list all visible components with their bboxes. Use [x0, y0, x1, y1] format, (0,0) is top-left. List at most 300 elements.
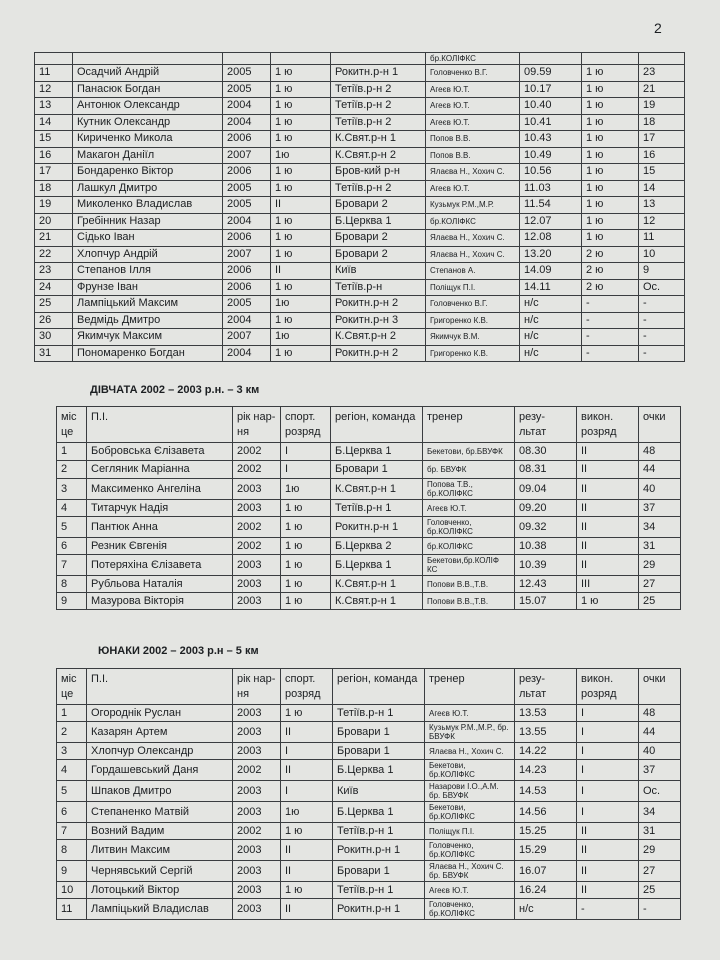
place-cell: 16 — [35, 147, 73, 164]
boys-section-title: ЮНАКИ 2002 – 2003 р.н – 5 км — [98, 645, 259, 657]
points-cell: 25 — [639, 882, 681, 899]
points-cell: 37 — [639, 760, 681, 781]
points-cell: 34 — [639, 517, 681, 538]
sport-rank-cell: 1 ю — [271, 213, 331, 230]
result-cell: 10.49 — [520, 147, 582, 164]
birth-year-cell: 2002 — [233, 760, 281, 781]
result-cell: 09.59 — [520, 65, 582, 82]
points-cell: Ос. — [639, 781, 681, 802]
points-cell: 29 — [639, 555, 681, 576]
points-cell: 44 — [639, 461, 681, 479]
points-header: очки — [639, 407, 681, 443]
place-header: міс це — [57, 407, 87, 443]
region-cell: Б.Церква 1 — [331, 213, 426, 230]
achieved-rank-cell: 1 ю — [577, 593, 639, 610]
name-cell: Гордашевський Даня — [87, 760, 233, 781]
coach-cell: Ялаєва Н., Хохич С. бр. БВУФК — [425, 861, 515, 882]
table-row — [57, 743, 681, 760]
sport-rank-header: спорт. розряд — [281, 669, 333, 705]
place-cell: 5 — [57, 517, 87, 538]
birth-year-cell: 2002 — [233, 517, 281, 538]
coach-cell: Кузьмук Р.М.,М.Р., бр. БВУФК — [425, 722, 515, 743]
region-cell: Тетіїв.р-н 2 — [331, 180, 426, 197]
name-cell: Сегляник Маріанна — [87, 461, 233, 479]
table-row — [57, 823, 681, 840]
sport-rank-cell: 1 ю — [271, 164, 331, 181]
name-cell: Возний Вадим — [87, 823, 233, 840]
region-cell: Бровари 1 — [331, 461, 423, 479]
coach-cell: Головченко, бр.КОЛІФКС — [425, 840, 515, 861]
coach-cell: Агеєв Ю.Т. — [426, 180, 520, 197]
table-row — [57, 760, 681, 781]
region-cell: Бровари 1 — [333, 722, 425, 743]
place-cell: 2 — [57, 461, 87, 479]
sport-rank-cell: 1 ю — [281, 705, 333, 722]
sport-rank-cell: І — [281, 743, 333, 760]
achieved-rank-cell: І — [577, 705, 639, 722]
place-cell: 22 — [35, 246, 73, 263]
region-cell: Рокитн.р-н 3 — [331, 312, 426, 329]
place-cell: 8 — [57, 840, 87, 861]
achieved-rank-cell: ІІІ — [577, 576, 639, 593]
sport-rank-cell: 1 ю — [271, 312, 331, 329]
place-header: міс це — [57, 669, 87, 705]
birth-year-cell: 2004 — [223, 345, 271, 362]
result-cell: 14.11 — [520, 279, 582, 296]
coach-cell: Попови В.В.,Т.В. — [423, 593, 515, 610]
birth-year-cell: 2005 — [223, 180, 271, 197]
region-header: регіон, команда — [331, 407, 423, 443]
name-cell: Якимчук Максим — [73, 329, 223, 346]
place-cell: 21 — [35, 230, 73, 247]
sport-rank-cell: 1 ю — [271, 279, 331, 296]
birth-year-cell: 2003 — [233, 899, 281, 920]
region-cell: Б.Церква 2 — [331, 538, 423, 555]
birth-year-cell: 2004 — [223, 213, 271, 230]
region-cell: К.Свят.р-н 2 — [331, 147, 426, 164]
points-cell: - — [639, 899, 681, 920]
coach-cell: Кузьмук Р.М.,М.Р. — [426, 197, 520, 214]
achieved-rank-cell: - — [582, 345, 639, 362]
birth-year-cell: 2005 — [223, 296, 271, 313]
coach-cell: Григоренко К.В. — [426, 312, 520, 329]
name-cell: Лашкул Дмитро — [73, 180, 223, 197]
achieved-rank-cell: 1 ю — [582, 114, 639, 131]
result-cell: 09.04 — [515, 479, 577, 500]
points-cell: 44 — [639, 722, 681, 743]
table-row — [57, 443, 681, 461]
name-cell: Пономаренко Богдан — [73, 345, 223, 362]
achieved-rank-cell: 1 ю — [582, 164, 639, 181]
name-cell: Хлопчур Олександр — [87, 743, 233, 760]
birth-year-cell: 2003 — [233, 722, 281, 743]
name-cell: Мазурова Вікторія — [87, 593, 233, 610]
result-cell: 10.38 — [515, 538, 577, 555]
table-row — [35, 180, 685, 197]
region-cell: К.Свят.р-н 1 — [331, 131, 426, 148]
coach-cell: Агеєв Ю.Т. — [423, 500, 515, 517]
table-row — [35, 230, 685, 247]
birth-year-cell: 2007 — [223, 246, 271, 263]
table-row — [35, 279, 685, 296]
place-cell: 1 — [57, 443, 87, 461]
birth-year-cell: 2005 — [223, 81, 271, 98]
place-cell: 8 — [57, 576, 87, 593]
points-cell: 31 — [639, 538, 681, 555]
region-cell: Тетіїв.р-н — [331, 279, 426, 296]
table-row — [35, 114, 685, 131]
achieved-rank-cell: І — [577, 802, 639, 823]
page-number: 2 — [654, 20, 662, 36]
name-cell: Резник Євгенія — [87, 538, 233, 555]
coach-cell: бр.КОЛІФКС — [426, 53, 520, 65]
results-table-boys-continued — [34, 52, 685, 362]
achieved-rank-cell: 1 ю — [582, 65, 639, 82]
region-cell: Рокитн.р-н 2 — [331, 296, 426, 313]
result-cell: 15.07 — [515, 593, 577, 610]
achieved-rank-cell: - — [582, 312, 639, 329]
girls-section-title: ДІВЧАТА 2002 – 2003 р.н. – 3 км — [90, 384, 260, 396]
birth-year-cell: 2002 — [233, 461, 281, 479]
result-cell: н/с — [520, 312, 582, 329]
birth-year-cell: 2002 — [233, 443, 281, 461]
table-row — [57, 722, 681, 743]
name-cell: Кутник Олександр — [73, 114, 223, 131]
table-row — [57, 899, 681, 920]
name-cell: Максименко Ангеліна — [87, 479, 233, 500]
points-cell: 13 — [639, 197, 685, 214]
achieved-rank-cell: І — [577, 722, 639, 743]
coach-cell: Агеєв Ю.Т. — [425, 882, 515, 899]
points-cell: Ос. — [639, 279, 685, 296]
result-header: резу- льтат — [515, 407, 577, 443]
region-cell: Рокитн.р-н 1 — [331, 517, 423, 538]
coach-cell: Григоренко К.В. — [426, 345, 520, 362]
place-cell: 2 — [57, 722, 87, 743]
result-cell: 10.41 — [520, 114, 582, 131]
region-cell: Б.Церква 1 — [331, 555, 423, 576]
name-cell: Ведмідь Дмитро — [73, 312, 223, 329]
region-cell: К.Свят.р-н 1 — [331, 479, 423, 500]
coach-cell: Агеєв Ю.Т. — [426, 81, 520, 98]
sport-rank-cell: ІІ — [281, 899, 333, 920]
coach-cell: Агеєв Ю.Т. — [425, 705, 515, 722]
points-cell: 18 — [639, 114, 685, 131]
place-cell: 1 — [57, 705, 87, 722]
coach-cell: Попов В.В. — [426, 147, 520, 164]
name-cell: Рубльова Наталія — [87, 576, 233, 593]
points-cell: 10 — [639, 246, 685, 263]
sport-rank-cell: 1ю — [271, 147, 331, 164]
place-cell: 14 — [35, 114, 73, 131]
region-cell: Бровари 2 — [331, 230, 426, 247]
table-row — [35, 246, 685, 263]
coach-cell: Ялаєва Н., Хохич С. — [426, 164, 520, 181]
points-cell: 34 — [639, 802, 681, 823]
name-cell: Лампіцький Максим — [73, 296, 223, 313]
name-cell: Пантюк Анна — [87, 517, 233, 538]
coach-cell: Головченко, бр.КОЛІФКС — [423, 517, 515, 538]
place-cell: 17 — [35, 164, 73, 181]
place-cell: 19 — [35, 197, 73, 214]
coach-cell: Ялаєва Н., Хохич С. — [426, 246, 520, 263]
sport-rank-cell: 1 ю — [271, 81, 331, 98]
points-cell: 29 — [639, 840, 681, 861]
table-row — [57, 576, 681, 593]
sport-rank-cell: І — [281, 443, 331, 461]
points-cell: 40 — [639, 479, 681, 500]
table-row — [35, 197, 685, 214]
achieved-rank-header: викон. розряд — [577, 669, 639, 705]
table-row — [57, 882, 681, 899]
region-cell: К.Свят.р-н 1 — [331, 593, 423, 610]
sport-rank-cell: 1ю — [271, 329, 331, 346]
place-cell: 11 — [57, 899, 87, 920]
sport-rank-cell: 1 ю — [281, 593, 331, 610]
region-cell: Рокитн.р-н 1 — [333, 899, 425, 920]
result-cell: 09.32 — [515, 517, 577, 538]
birth-year-cell: 2003 — [233, 781, 281, 802]
place-cell: 23 — [35, 263, 73, 280]
birth-year-cell: 2007 — [223, 147, 271, 164]
name-cell: Потеряхіна Єлізавета — [87, 555, 233, 576]
achieved-rank-cell: - — [582, 329, 639, 346]
sport-rank-cell: ІІ — [281, 760, 333, 781]
place-cell: 6 — [57, 538, 87, 555]
place-cell: 7 — [57, 823, 87, 840]
result-cell: 10.39 — [515, 555, 577, 576]
birth-year-cell: 2003 — [233, 705, 281, 722]
birth-year-cell: 2004 — [223, 98, 271, 115]
place-cell: 5 — [57, 781, 87, 802]
coach-cell: Бекетови,бр.КОЛІФ КС — [423, 555, 515, 576]
name-cell: Гребінник Назар — [73, 213, 223, 230]
achieved-rank-cell: 1 ю — [582, 131, 639, 148]
points-cell: - — [639, 312, 685, 329]
sport-rank-cell: 1 ю — [271, 230, 331, 247]
coach-cell: Бекетови, бр.КОЛІФКС — [425, 760, 515, 781]
sport-rank-cell: 1 ю — [271, 246, 331, 263]
coach-cell: Ялаєва Н., Хохич С. — [426, 230, 520, 247]
achieved-rank-cell: 1 ю — [582, 98, 639, 115]
place-cell: 12 — [35, 81, 73, 98]
region-cell: Тетіїв.р-н 1 — [333, 705, 425, 722]
table-row — [35, 312, 685, 329]
name-cell: Литвин Максим — [87, 840, 233, 861]
birth-year-cell: 2003 — [233, 802, 281, 823]
coach-cell: Поліщук П.І. — [426, 279, 520, 296]
points-cell: 48 — [639, 443, 681, 461]
birth-year-cell: 2003 — [233, 861, 281, 882]
achieved-rank-cell: 1 ю — [582, 213, 639, 230]
sport-rank-cell: 1ю — [281, 802, 333, 823]
achieved-rank-cell: ІІ — [577, 882, 639, 899]
name-cell: Лампіцький Владислав — [87, 899, 233, 920]
points-cell: 48 — [639, 705, 681, 722]
achieved-rank-cell: 1 ю — [582, 197, 639, 214]
result-cell: 15.29 — [515, 840, 577, 861]
sport-rank-cell: 1 ю — [281, 882, 333, 899]
points-cell: 16 — [639, 147, 685, 164]
coach-cell: Попов В.В. — [426, 131, 520, 148]
result-cell: 14.09 — [520, 263, 582, 280]
table-row — [57, 840, 681, 861]
result-cell: 16.07 — [515, 861, 577, 882]
achieved-rank-cell: ІІ — [577, 840, 639, 861]
name-cell: Бобровська Єлізавета — [87, 443, 233, 461]
table-row — [57, 861, 681, 882]
result-cell: 08.30 — [515, 443, 577, 461]
sport-rank-cell: ІІ — [281, 861, 333, 882]
result-cell: 11.54 — [520, 197, 582, 214]
table-row — [57, 593, 681, 610]
points-cell: - — [639, 329, 685, 346]
sport-rank-cell: 1ю — [281, 479, 331, 500]
region-cell: Київ — [333, 781, 425, 802]
coach-cell: Головченко, бр.КОЛІФКС — [425, 899, 515, 920]
points-cell: 15 — [639, 164, 685, 181]
result-cell: 09.20 — [515, 500, 577, 517]
achieved-rank-cell: 2 ю — [582, 246, 639, 263]
birth-year-cell: 2003 — [233, 840, 281, 861]
region-cell: Бровари 2 — [331, 246, 426, 263]
name-cell: Шпаков Дмитро — [87, 781, 233, 802]
region-cell: Рокитн.р-н 2 — [331, 345, 426, 362]
region-cell: Тетіїв.р-н 2 — [331, 81, 426, 98]
place-cell: 4 — [57, 760, 87, 781]
birth-year-cell: 2005 — [223, 197, 271, 214]
region-cell: Київ — [331, 263, 426, 280]
place-cell: 9 — [57, 861, 87, 882]
region-cell: Тетіїв.р-н 1 — [333, 882, 425, 899]
sport-rank-cell: 1 ю — [281, 517, 331, 538]
result-cell: 08.31 — [515, 461, 577, 479]
points-cell: 17 — [639, 131, 685, 148]
coach-cell: Назарови І.О.,А.М. бр. БВУФК — [425, 781, 515, 802]
result-cell: 10.17 — [520, 81, 582, 98]
birth-year-cell: 2002 — [233, 538, 281, 555]
birth-year-cell: 2002 — [233, 823, 281, 840]
place-cell: 3 — [57, 479, 87, 500]
place-cell: 25 — [35, 296, 73, 313]
table-row — [35, 65, 685, 82]
result-cell: 13.20 — [520, 246, 582, 263]
sport-rank-cell: 1 ю — [271, 114, 331, 131]
table-row — [35, 329, 685, 346]
name-cell: Степаненко Матвій — [87, 802, 233, 823]
coach-cell: Попова Т.В., бр.КОЛІФКС — [423, 479, 515, 500]
region-cell: Бровари 2 — [331, 197, 426, 214]
result-cell: 13.53 — [515, 705, 577, 722]
place-cell: 30 — [35, 329, 73, 346]
coach-cell: Степанов А. — [426, 263, 520, 280]
points-cell: 9 — [639, 263, 685, 280]
achieved-rank-cell: І — [577, 760, 639, 781]
result-cell: 12.43 — [515, 576, 577, 593]
coach-cell: Бекетови, бр.КОЛІФКС — [425, 802, 515, 823]
result-cell: 14.53 — [515, 781, 577, 802]
birth-year-cell: 2007 — [223, 329, 271, 346]
coach-cell: Агеєв Ю.Т. — [426, 98, 520, 115]
sport-rank-cell: І — [281, 781, 333, 802]
name-cell: Антонюк Олександр — [73, 98, 223, 115]
place-cell: 10 — [57, 882, 87, 899]
place-cell: 13 — [35, 98, 73, 115]
place-cell: 7 — [57, 555, 87, 576]
name-header: П.І. — [87, 669, 233, 705]
region-cell: К.Свят.р-н 1 — [331, 576, 423, 593]
place-cell: 11 — [35, 65, 73, 82]
sport-rank-cell: ІІ — [281, 722, 333, 743]
points-cell: - — [639, 345, 685, 362]
points-cell: - — [639, 296, 685, 313]
region-cell: Тетіїв.р-н 2 — [331, 114, 426, 131]
achieved-rank-cell: 1 ю — [582, 180, 639, 197]
region-cell: Бровари 1 — [333, 861, 425, 882]
coach-cell: Агеєв Ю.Т. — [426, 114, 520, 131]
achieved-rank-cell: 1 ю — [582, 230, 639, 247]
birth-year-cell: 2004 — [223, 114, 271, 131]
name-cell: Осадчий Андрій — [73, 65, 223, 82]
table-row — [35, 131, 685, 148]
table-row — [35, 296, 685, 313]
results-table-girls — [56, 406, 681, 610]
sport-rank-cell: 1 ю — [271, 131, 331, 148]
table-row-lead — [35, 53, 685, 65]
achieved-rank-cell: ІІ — [577, 517, 639, 538]
coach-cell: Ялаєва Н., Хохич С. — [425, 743, 515, 760]
region-cell: Бров-кий р-н — [331, 164, 426, 181]
achieved-rank-cell: ІІ — [577, 555, 639, 576]
birth-year-header: рік нар-ня — [233, 669, 281, 705]
name-cell: Бондаренко Віктор — [73, 164, 223, 181]
birth-year-cell: 2003 — [233, 479, 281, 500]
result-cell: 10.43 — [520, 131, 582, 148]
table-row — [35, 345, 685, 362]
result-cell: 14.56 — [515, 802, 577, 823]
name-cell: Лотоцький Віктор — [87, 882, 233, 899]
table-row — [57, 705, 681, 722]
place-cell: 18 — [35, 180, 73, 197]
coach-cell: Бекетови, бр.БВУФК — [423, 443, 515, 461]
region-header: регіон, команда — [333, 669, 425, 705]
birth-year-cell: 2006 — [223, 131, 271, 148]
result-header: резу- льтат — [515, 669, 577, 705]
coach-cell: Якимчук В.М. — [426, 329, 520, 346]
birth-year-cell: 2003 — [233, 555, 281, 576]
region-cell: К.Свят.р-н 2 — [331, 329, 426, 346]
points-cell: 37 — [639, 500, 681, 517]
name-cell: Чернявський Сергій — [87, 861, 233, 882]
birth-year-cell: 2004 — [223, 312, 271, 329]
result-cell: 11.03 — [520, 180, 582, 197]
sport-rank-header: спорт. розряд — [281, 407, 331, 443]
table-row — [57, 781, 681, 802]
sport-rank-cell: 1 ю — [281, 500, 331, 517]
name-cell: Хлопчур Андрій — [73, 246, 223, 263]
achieved-rank-cell: 1 ю — [582, 81, 639, 98]
result-cell: н/с — [520, 345, 582, 362]
name-cell: Фрунзе Іван — [73, 279, 223, 296]
region-cell: Рокитн.р-н 1 — [333, 840, 425, 861]
points-cell: 14 — [639, 180, 685, 197]
coach-header: тренер — [425, 669, 515, 705]
name-cell: Панасюк Богдан — [73, 81, 223, 98]
achieved-rank-cell: ІІ — [577, 500, 639, 517]
sport-rank-cell: 1 ю — [281, 555, 331, 576]
points-header: очки — [639, 669, 681, 705]
results-table-boys — [56, 668, 681, 920]
